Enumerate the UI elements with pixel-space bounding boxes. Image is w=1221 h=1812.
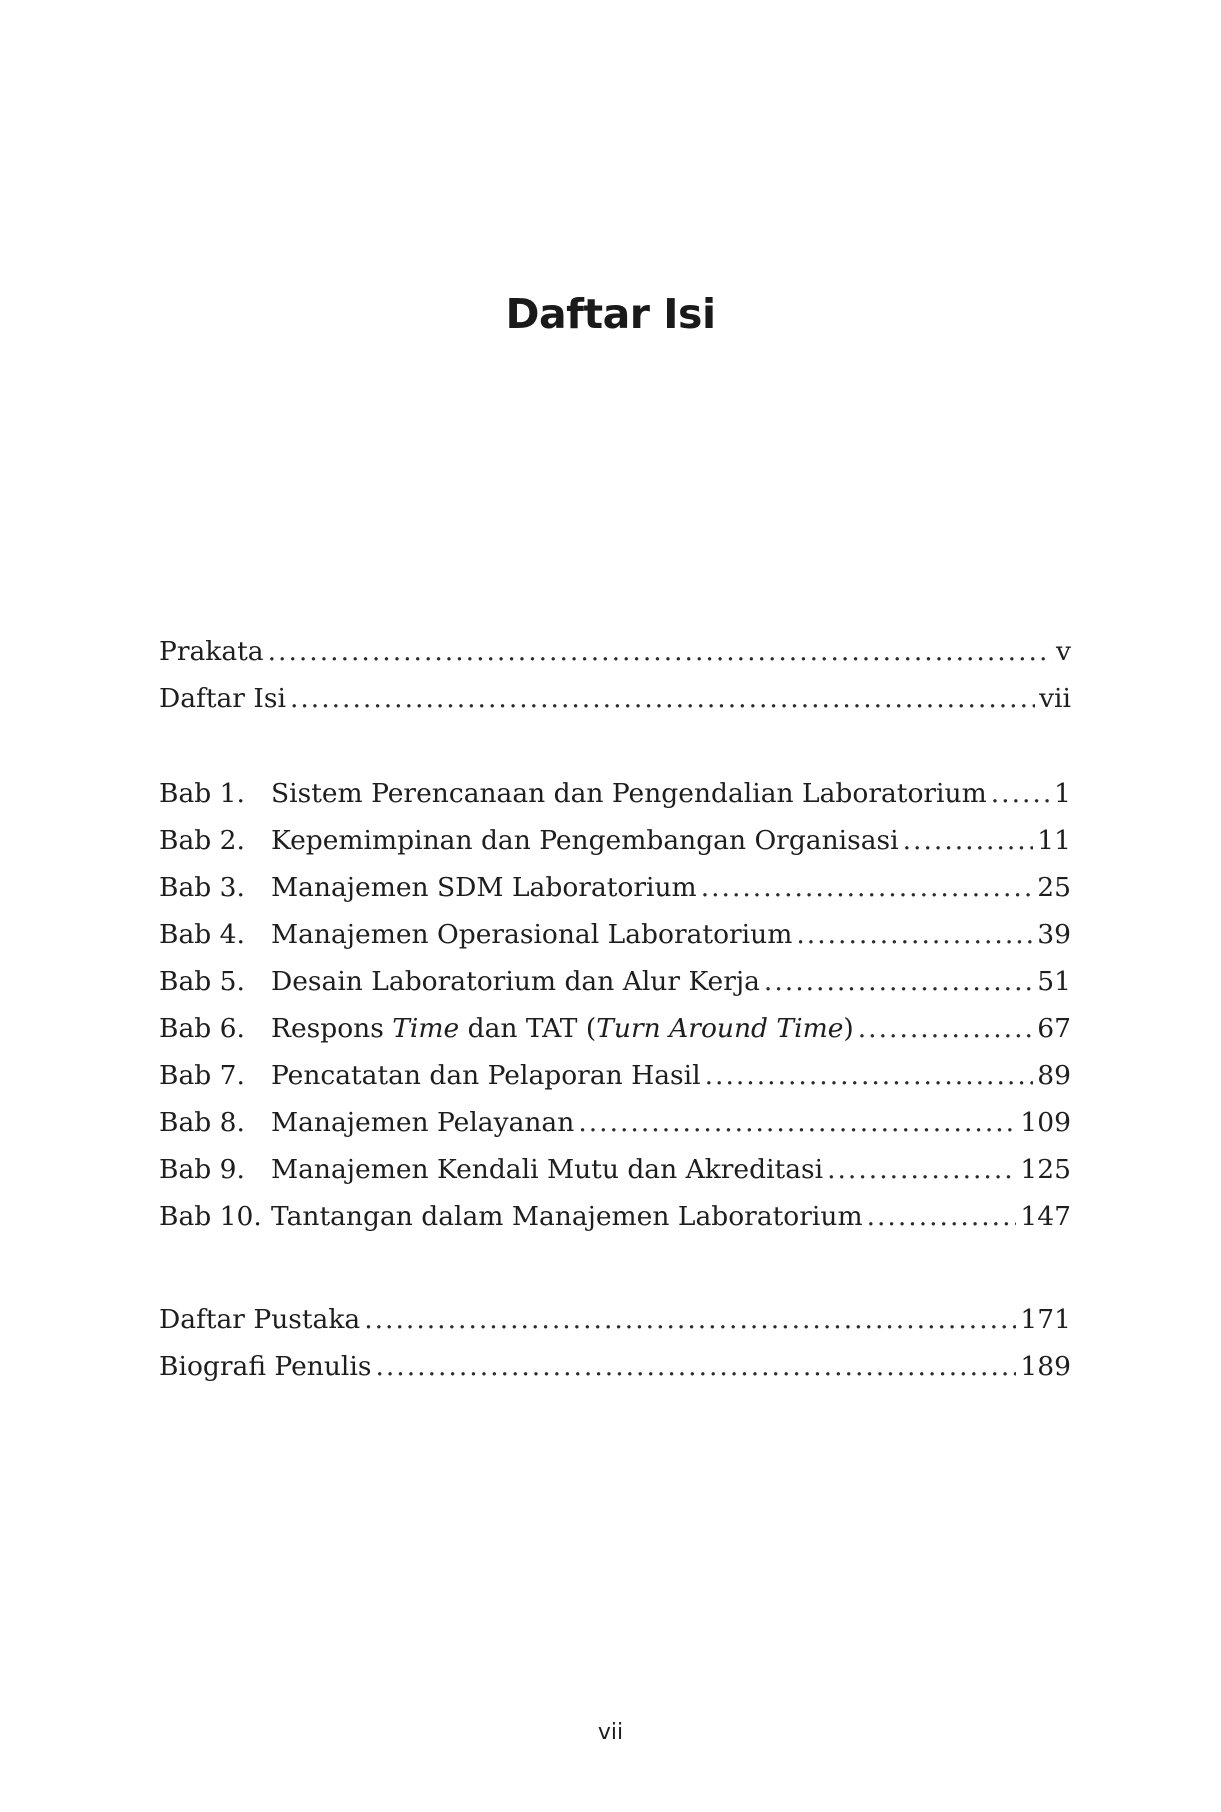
- page-number: vii: [597, 1720, 624, 1745]
- toc-leader-dots: [290, 675, 1035, 722]
- chapter-number: Bab 8.: [159, 1107, 245, 1138]
- toc-back-matter: [159, 1296, 1071, 1390]
- toc-entry-bab-2[interactable]: [159, 817, 1071, 864]
- toc-entry-bab-8[interactable]: [159, 1099, 1071, 1146]
- toc-entry-bab-7[interactable]: [159, 1052, 1071, 1099]
- chapter-page: 89: [1037, 1060, 1071, 1091]
- chapter-title: Manajemen SDM Laboratorium: [271, 872, 697, 903]
- chapter-title: Kepemimpinan dan Pengembangan Organisasi: [271, 825, 899, 856]
- chapter-number: Bab 3.: [159, 872, 245, 903]
- toc-entry-page: 189: [1020, 1351, 1071, 1382]
- toc-entry-daftar-pustaka[interactable]: [159, 1296, 1071, 1343]
- chapter-page: 25: [1037, 872, 1071, 903]
- toc-leader-dots: [858, 1005, 1034, 1052]
- chapter-title-part: ): [843, 1013, 854, 1044]
- chapter-number: Bab 10.: [159, 1201, 262, 1232]
- toc-entry-label: Biografi Penulis: [159, 1351, 372, 1382]
- toc-leader-dots: [578, 1099, 1016, 1146]
- chapter-number: Bab 7.: [159, 1060, 245, 1091]
- toc-entry-page: v: [1056, 636, 1071, 667]
- toc-leader-dots: [375, 1343, 1016, 1390]
- toc-entry-biografi-penulis[interactable]: [159, 1343, 1071, 1390]
- chapter-number: Bab 5.: [159, 966, 245, 997]
- chapter-page: 67: [1037, 1013, 1071, 1044]
- chapter-page: 125: [1020, 1154, 1071, 1185]
- chapter-page: 109: [1020, 1107, 1071, 1138]
- chapter-title-part: Respons: [271, 1013, 393, 1044]
- toc-entry-bab-10[interactable]: [159, 1193, 1071, 1240]
- chapter-title: Tantangan dalam Manajemen Laboratorium: [271, 1201, 863, 1232]
- toc-entry-bab-4[interactable]: [159, 911, 1071, 958]
- toc-entry-label: Daftar Pustaka: [159, 1304, 361, 1335]
- toc-leader-dots: [705, 1052, 1034, 1099]
- toc-leader-dots: [991, 770, 1050, 817]
- chapter-title: Manajemen Kendali Mutu dan Akreditasi: [271, 1154, 824, 1185]
- chapter-title: Sistem Perencanaan dan Pengendalian Laboratorium: [271, 778, 987, 809]
- toc-leader-dots: [796, 911, 1033, 958]
- chapter-page: 1: [1054, 778, 1071, 809]
- toc-entry-bab-5[interactable]: [159, 958, 1071, 1005]
- toc-leader-dots: [268, 628, 1052, 675]
- chapter-title: Desain Laboratorium dan Alur Kerja: [271, 966, 760, 997]
- toc-chapters: [159, 770, 1071, 1240]
- toc-entry-bab-6[interactable]: [159, 1005, 1071, 1052]
- chapter-page: 39: [1037, 919, 1071, 950]
- toc-front-matter: [159, 628, 1071, 722]
- toc-leader-dots: [867, 1193, 1017, 1240]
- chapter-title: Manajemen Pelayanan: [271, 1107, 575, 1138]
- toc-entry-bab-9[interactable]: [159, 1146, 1071, 1193]
- toc-entry-prakata[interactable]: [159, 628, 1071, 675]
- chapter-page: 11: [1037, 825, 1071, 856]
- page-title: Daftar Isi: [505, 290, 716, 338]
- toc-entry-label: Prakata: [159, 636, 264, 667]
- toc-entry-bab-3[interactable]: [159, 864, 1071, 911]
- chapter-number: Bab 9.: [159, 1154, 245, 1185]
- toc-entry-daftar-isi[interactable]: [159, 675, 1071, 722]
- chapter-page: 147: [1020, 1201, 1071, 1232]
- chapter-number: Bab 6.: [159, 1013, 245, 1044]
- toc-entry-bab-1[interactable]: [159, 770, 1071, 817]
- chapter-number: Bab 2.: [159, 825, 245, 856]
- toc-entry-page: vii: [1039, 683, 1071, 714]
- chapter-title: [271, 1005, 854, 1052]
- chapter-number: Bab 4.: [159, 919, 245, 950]
- toc-leader-dots: [903, 817, 1034, 864]
- toc-entry-label: Daftar Isi: [159, 683, 286, 714]
- toc-leader-dots: [364, 1296, 1016, 1343]
- chapter-number: Bab 1.: [159, 778, 245, 809]
- chapter-title-part: dan TAT (: [459, 1013, 597, 1044]
- chapter-title-italic: Turn Around Time: [596, 1013, 844, 1044]
- chapter-title: Pencatatan dan Pelaporan Hasil: [271, 1060, 701, 1091]
- toc-leader-dots: [827, 1146, 1016, 1193]
- toc-leader-dots: [701, 864, 1034, 911]
- chapter-title-italic: Time: [392, 1013, 460, 1044]
- toc-entry-page: 171: [1020, 1304, 1071, 1335]
- chapter-page: 51: [1037, 966, 1071, 997]
- toc-leader-dots: [764, 958, 1033, 1005]
- chapter-title: Manajemen Operasional Laboratorium: [271, 919, 793, 950]
